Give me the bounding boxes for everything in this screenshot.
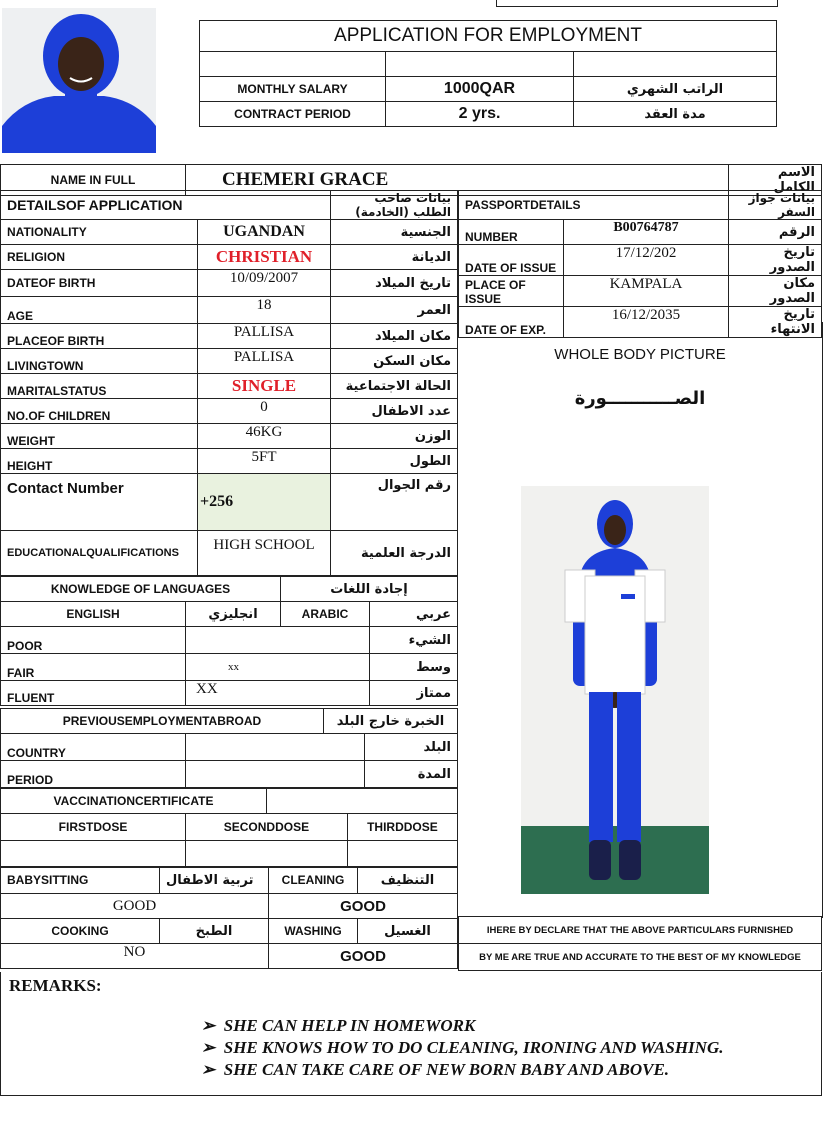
languages-label: KNOWLEDGE OF LANGUAGES (1, 577, 281, 602)
babysitting-ar: تربية الاطفال (160, 867, 269, 894)
monthly-salary-label: MONTHLY SALARY (200, 77, 386, 102)
fluent-english-value: XX (186, 681, 370, 706)
issue-place-value: KAMPALA (564, 276, 729, 307)
poor-label: POOR (1, 627, 186, 654)
dob-label: DATEOF BIRTH (1, 270, 198, 297)
remarks-section (0, 972, 822, 1096)
issue-date-ar: تاريخ الصدور (729, 245, 822, 276)
skills-table (0, 866, 458, 969)
remark-item: ➢ SHE CAN HELP IN HOMEWORK (201, 1016, 476, 1035)
education-label: EDUCATIONALQUALIFICATIONS (1, 531, 198, 576)
first-dose-label: FIRSTDOSE (1, 814, 186, 841)
fair-arabic-value: xx (186, 654, 370, 681)
contact-label: Contact Number (1, 474, 198, 531)
arrow-icon: ➢ (201, 1038, 224, 1057)
cleaning-value: GOOD (269, 894, 458, 919)
height-value: 5FT (198, 449, 331, 474)
arrow-icon: ➢ (201, 1016, 224, 1035)
third-dose-label: THIRDDOSE (347, 814, 457, 841)
expiry-date-value: 16/12/2035 (564, 307, 729, 338)
employment-table (0, 708, 458, 734)
passport-table (458, 190, 822, 338)
passport-ar: بيانات جواز السفر (729, 191, 822, 220)
languages-ar: إجادة اللغات (281, 577, 458, 602)
religion-value: CHRISTIAN (198, 245, 331, 270)
height-label: HEIGHT (1, 449, 198, 474)
country-label: COUNTRY (1, 734, 186, 761)
cooking-label: COOKING (1, 919, 160, 944)
languages-table (0, 576, 458, 706)
employment-label: PREVIOUSEMPLOYMENTABROAD (1, 709, 324, 734)
babysitting-label: BABYSITTING (1, 867, 160, 894)
living-town-label: LIVINGTOWN (1, 349, 198, 374)
second-dose-label: SECONDDOSE (186, 814, 348, 841)
passport-number-value: B00764787 (564, 220, 729, 245)
birthplace-value: PALLISA (198, 324, 331, 349)
period-label: PERIOD (1, 761, 186, 788)
issue-date-value: 17/12/202 (564, 245, 729, 276)
contract-period-ar: مدة العقد (574, 102, 777, 127)
contact-value: +256 (198, 474, 331, 531)
arabic-ar: عربي (370, 602, 458, 627)
living-town-value: PALLISA (198, 349, 331, 374)
marital-status-label: MARITALSTATUS (1, 374, 198, 399)
remark-item: ➢ SHE CAN TAKE CARE OF NEW BORN BABY AND ABOVE. (201, 1060, 670, 1079)
issue-date-label: DATE OF ISSUE (459, 245, 564, 276)
name-ar: الاسم الكامل (729, 165, 822, 196)
birthplace-label: PLACEOF BIRTH (1, 324, 198, 349)
english-ar: انجليزي (186, 602, 281, 627)
fair-ar: وسط (370, 654, 458, 681)
details-label: DETAILSOF APPLICATION (1, 191, 331, 220)
remark-item: ➢ SHE KNOWS HOW TO DO CLEANING, IRONING AND WASHING. (201, 1038, 724, 1057)
fair-label: FAIR (1, 654, 186, 681)
form-title: APPLICATION FOR EMPLOYMENT (200, 21, 777, 52)
vaccination-label: VACCINATIONCERTIFICATE (1, 789, 267, 814)
issue-place-ar: مكان الصدور (729, 276, 822, 307)
country-ar: البلد (365, 734, 458, 761)
details-ar: بيانات صاحب الطلب (الخادمة) (331, 191, 458, 220)
birthplace-ar: مكان الميلاد (331, 324, 458, 349)
cooking-ar: الطبخ (160, 919, 269, 944)
height-ar: الطول (331, 449, 458, 474)
whole-body-photo (521, 486, 709, 894)
contract-period-value: 2 yrs. (386, 102, 574, 127)
nationality-ar: الجنسية (331, 220, 458, 245)
marital-status-ar: الحالة الاجتماعية (331, 374, 458, 399)
cooking-value: NO (1, 944, 269, 969)
monthly-salary-ar: الراتب الشهري (574, 77, 777, 102)
vaccination-table (0, 788, 458, 868)
age-ar: العمر (331, 297, 458, 324)
poor-ar: الشيء (370, 627, 458, 654)
dob-value: 10/09/2007 (198, 270, 331, 297)
arabic-label: ARABIC (281, 602, 370, 627)
expiry-date-label: DATE OF EXP. (459, 307, 564, 338)
issue-place-label: PLACE OF ISSUE (459, 276, 564, 307)
weight-label: WEIGHT (1, 424, 198, 449)
employment-detail-table (0, 733, 458, 788)
washing-ar: الغسيل (358, 919, 458, 944)
fluent-label: FLUENT (1, 681, 186, 706)
contract-period-label: CONTRACT PERIOD (200, 102, 386, 127)
dob-ar: تاريخ الميلاد (331, 270, 458, 297)
washing-value: GOOD (269, 944, 458, 969)
english-label: ENGLISH (1, 602, 186, 627)
education-value: HIGH SCHOOL (198, 531, 331, 576)
children-label: NO.OF CHILDREN (1, 399, 198, 424)
remarks-label: REMARKS: (9, 976, 102, 995)
nationality-value: UGANDAN (198, 220, 331, 245)
whole-body-label: WHOLE BODY PICTURE (554, 346, 726, 363)
passport-number-ar: الرقم (729, 220, 822, 245)
cleaning-ar: التنظيف (358, 867, 458, 894)
whole-body-ar: الصـــــــــــورة (574, 388, 706, 409)
washing-label: WASHING (269, 919, 358, 944)
passport-label: PASSPORTDETAILS (459, 191, 729, 220)
name-value: CHEMERI GRACE (186, 165, 729, 196)
living-town-ar: مكان السكن (331, 349, 458, 374)
period-ar: المدة (365, 761, 458, 788)
monthly-salary-value: 1000QAR (386, 77, 574, 102)
contact-ar: رقم الجوال (331, 474, 458, 531)
babysitting-value: GOOD (1, 894, 269, 919)
religion-ar: الديانة (331, 245, 458, 270)
weight-value: 46KG (198, 424, 331, 449)
poor-english-value (186, 627, 370, 654)
declaration-line-1: IHERE BY DECLARE THAT THE ABOVE PARTICULARS FURNISHED (459, 917, 822, 944)
details-table (0, 190, 458, 576)
education-ar: الدرجة العلمية (331, 531, 458, 576)
passport-number-label: NUMBER (459, 220, 564, 245)
nationality-label: NATIONALITY (1, 220, 198, 245)
standing-person-icon (521, 486, 709, 894)
weight-ar: الوزن (331, 424, 458, 449)
age-label: AGE (1, 297, 198, 324)
fluent-ar: ممتاز (370, 681, 458, 706)
declaration-line-2: BY ME ARE TRUE AND ACCURATE TO THE BEST OF MY KNOWLEDGE (459, 944, 822, 971)
arrow-icon: ➢ (201, 1060, 224, 1079)
person-portrait-icon (2, 8, 156, 153)
employment-ar: الخبرة خارج البلد (324, 709, 458, 734)
children-ar: عدد الاطفال (331, 399, 458, 424)
marital-status-value: SINGLE (198, 374, 331, 399)
passport-photo (2, 8, 156, 153)
children-value: 0 (198, 399, 331, 424)
cleaning-label: CLEANING (269, 867, 358, 894)
whole-body-panel (458, 322, 823, 918)
religion-label: RELIGION (1, 245, 198, 270)
header-table (199, 20, 777, 127)
expiry-date-ar: تاريخ الانتهاء (729, 307, 822, 338)
declaration-table (458, 916, 822, 971)
name-label: NAME IN FULL (1, 165, 186, 196)
age-value: 18 (198, 297, 331, 324)
reference-box (496, 0, 778, 7)
remarks-list (201, 1014, 723, 1082)
